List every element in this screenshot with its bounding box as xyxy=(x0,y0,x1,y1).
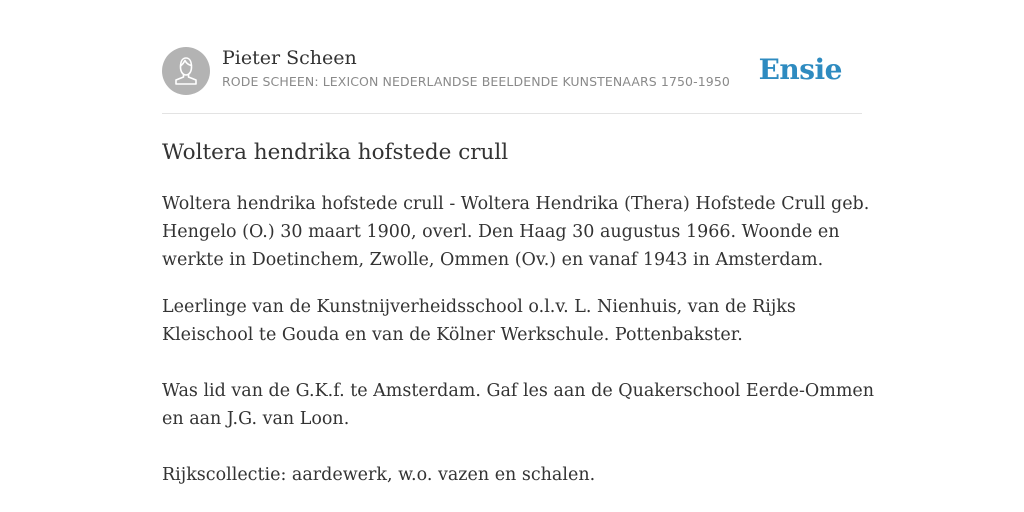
paragraph-line: Leerlinge van de Kunstnijverheidsschool o.l.v. L. Nienhuis, van de Rijks xyxy=(162,297,796,317)
paragraph-line: werkte in Doetinchem, Zwolle, Ommen (Ov.) en vanaf 1943 in Amsterdam. xyxy=(162,250,824,270)
header-divider xyxy=(162,113,862,114)
paragraph-line: Kleischool te Gouda en van de Kölner Werkschule. Pottenbakster. xyxy=(162,325,743,345)
article-paragraph-3 xyxy=(162,377,875,433)
paragraph-line: Woltera hendrika hofstede crull - Woltera Hendrika (Thera) Hofstede Crull geb. xyxy=(162,194,870,214)
paragraph-line: Rijkscollectie: aardewerk, w.o. vazen en schalen. xyxy=(162,465,596,485)
article-header xyxy=(162,46,862,96)
ensie-logo[interactable]: Ensie xyxy=(758,53,842,86)
user-icon xyxy=(162,47,210,95)
article-paragraph-1 xyxy=(162,190,870,274)
article-paragraph-4 xyxy=(162,461,862,489)
paragraph-line: Was lid van de G.K.f. te Amsterdam. Gaf les aan de Quakerschool Eerde-Ommen xyxy=(162,381,875,401)
article-title: Woltera hendrika hofstede crull xyxy=(162,140,509,165)
article-paragraph-2 xyxy=(162,293,862,349)
source-name[interactable]: RODE SCHEEN: LEXICON NEDERLANDSE BEELDENDE KUNSTENAARS 1750-1950 xyxy=(222,74,730,89)
author-name[interactable]: Pieter Scheen xyxy=(222,47,357,69)
author-avatar[interactable] xyxy=(162,47,210,95)
paragraph-line: Hengelo (O.) 30 maart 1900, overl. Den Haag 30 augustus 1966. Woonde en xyxy=(162,222,840,242)
paragraph-line: en aan J.G. van Loon. xyxy=(162,409,350,429)
